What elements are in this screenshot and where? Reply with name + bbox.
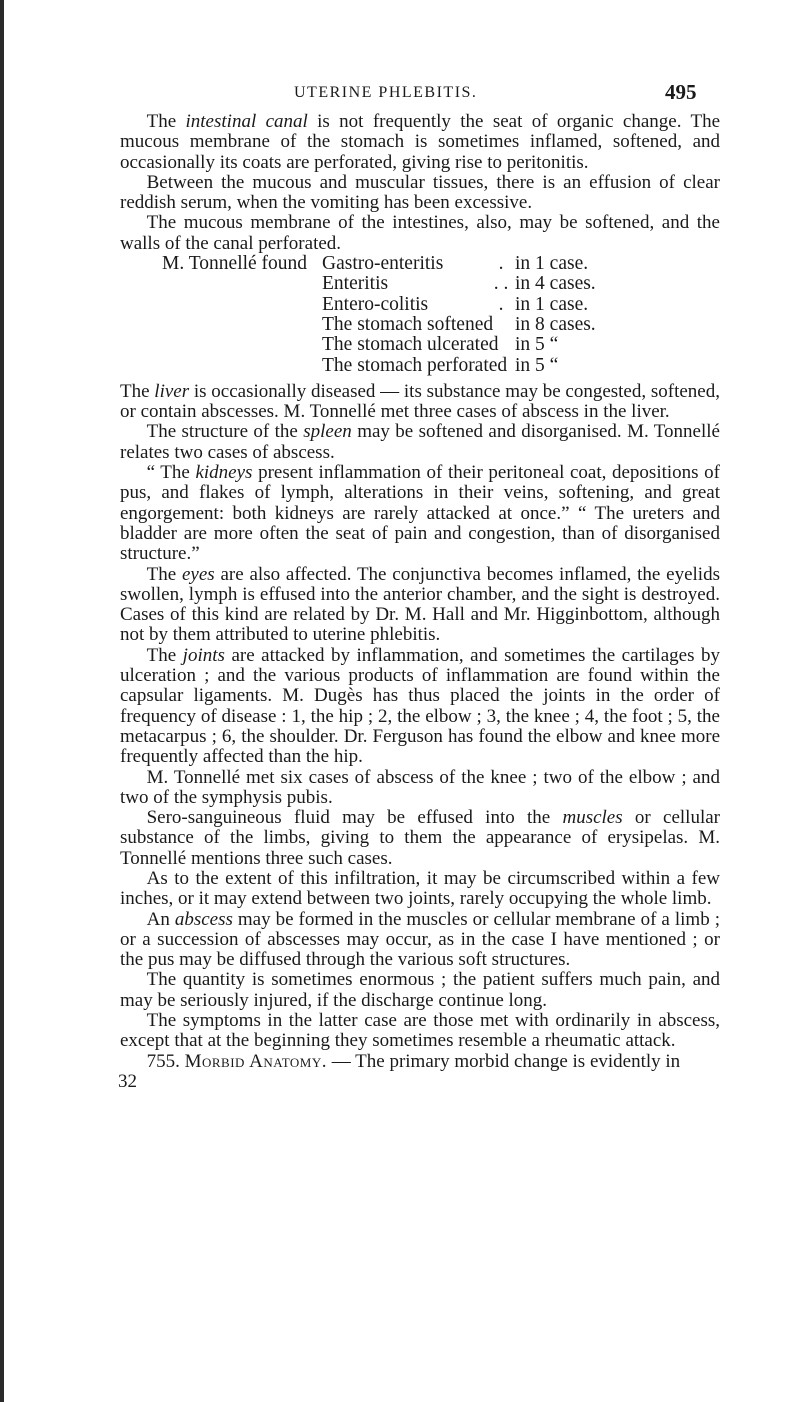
finding-condition: The stomach softened bbox=[322, 313, 494, 335]
paragraph-eyes bbox=[120, 565, 720, 646]
finding-condition: The stomach perforated bbox=[322, 354, 508, 376]
paragraph-intestines: The mucous membrane of the intestines, also, may be softened, and the walls of the canal perforated. bbox=[120, 212, 720, 254]
finding-result: in 8 cases. bbox=[515, 313, 596, 335]
italic-term: intestinal canal bbox=[185, 111, 308, 132]
finding-condition: Gastro-enteritis bbox=[322, 253, 444, 275]
finding-leader-dots: . bbox=[498, 253, 504, 275]
paragraph-quantity: The quantity is sometimes enormous ; the patient suffers much pain, and may be seriously injured, if the discharge continue long. bbox=[120, 969, 720, 1011]
finding-result: in 5 “ bbox=[515, 334, 559, 356]
italic-term: joints bbox=[182, 644, 225, 666]
paragraph-tonnelle-abscess: M. Tonnellé met six cases of abscess of the knee ; two of the elbow ; and two of the symphysis pubis. bbox=[120, 766, 720, 808]
page-number: 495 bbox=[665, 80, 697, 104]
paragraph-text: is occasionally diseased — its substance may be congested, softened, or contain abscesses. M. Tonnellé met three cases of abscess in the liver. bbox=[120, 380, 720, 423]
italic-term: abscess bbox=[174, 908, 233, 930]
running-title: UTERINE PHLEBITIS. bbox=[294, 84, 478, 101]
paragraph-effusion: Between the mucous and muscular tissues, there is an effusion of clear reddish serum, when the vomiting has been excessive. bbox=[120, 171, 720, 214]
finding-result: in 1 case. bbox=[515, 253, 589, 275]
paragraph-text: An bbox=[146, 908, 175, 930]
paragraph-text: “ The bbox=[146, 462, 196, 484]
finding-result: in 5 “ bbox=[515, 354, 559, 376]
page-edge-shadow bbox=[0, 0, 4, 1402]
italic-term: kidneys bbox=[195, 462, 253, 484]
finding-condition: Enteritis bbox=[322, 273, 389, 295]
paragraph-text: or cellular substance of the limbs, giving to them the appearance of erysipelas. M. Tonnellé mentions three such cases. bbox=[120, 807, 720, 869]
paragraph-muscles bbox=[120, 808, 720, 869]
finding-result: in 1 case. bbox=[515, 293, 589, 315]
paragraph-symptoms: The symptoms in the latter case are those met with ordinarily in abscess, except that at the beginning they sometimes resemble a rheumatic attack. bbox=[120, 1010, 720, 1052]
section-number: 755. bbox=[146, 1050, 180, 1072]
section-heading: Morbid Anatomy. bbox=[184, 1050, 327, 1072]
paragraph-text: may be formed in the muscles or cellular membrane of a limb ; or a succession of abscesses may occur, as in the case I have mentioned ; or the pus may be diffused through the various soft structures. bbox=[120, 908, 720, 971]
finding-leader-dots: . bbox=[498, 293, 504, 315]
italic-term: muscles bbox=[562, 807, 623, 829]
finding-result: in 4 cases. bbox=[515, 273, 596, 295]
paragraph-spleen bbox=[120, 422, 720, 463]
paragraph-joints bbox=[120, 646, 720, 768]
paragraph-text: The bbox=[146, 563, 182, 585]
paragraph-text: The bbox=[146, 111, 186, 132]
paragraph-text: The bbox=[120, 380, 155, 402]
findings-row bbox=[162, 335, 655, 355]
findings-lead: M. Tonnellé found bbox=[162, 253, 308, 275]
paragraph-text: The bbox=[146, 644, 183, 666]
paragraph-kidneys bbox=[120, 463, 720, 564]
paragraph-infiltration: As to the extent of this infiltration, it may be circumscribed within a few inches, or it may extend between two joints, rarely occupying the whole limb. bbox=[120, 867, 720, 910]
paragraph-liver bbox=[120, 382, 720, 423]
page-body bbox=[120, 112, 720, 1092]
paragraph-text: The structure of the bbox=[146, 421, 304, 443]
paragraph-text: are also affected. The conjunctiva becomes inflamed, the eyelids swollen, lymph is effused into the anterior chamber, and the sight is destroyed. Cases of this kind are related by Dr. M. Hall and Mr. Higginbottom, although not by them attributed to uterine phlebitis. bbox=[120, 563, 720, 646]
finding-leader-dots: . . bbox=[493, 273, 509, 295]
findings-row bbox=[162, 274, 655, 294]
signature-mark: 32 bbox=[118, 1070, 137, 1092]
finding-condition: Entero-colitis bbox=[322, 293, 429, 315]
italic-term: eyes bbox=[181, 563, 215, 585]
paragraph-text: may be softened and disorganised. M. Tonnellé relates two cases of abscess. bbox=[120, 421, 720, 463]
paragraph-morbid-anatomy bbox=[120, 1052, 720, 1072]
findings-row bbox=[162, 295, 655, 315]
tonnelle-findings-table bbox=[162, 254, 655, 376]
paragraph-text: — The primary morbid change is evidently in bbox=[327, 1050, 681, 1072]
paragraph-intestinal-canal bbox=[120, 112, 720, 173]
paragraph-text: are attacked by inflammation, and sometimes the cartilages by ulceration ; and the various products of inflammation are found within the capsular ligaments. M. Dugès has thus placed the joints in the order of frequency of disease : 1, the hip ; 2, the elbow ; 3, the knee ; 4, the foot ; 5, the metacarpus ; 6, the shoulder. Dr. Ferguson has found the elbow and knee more frequently affected than the hip. bbox=[120, 644, 720, 768]
paragraph-text: present inflammation of their peritoneal coat, depositions of pus, and flakes of lymph, alterations in their veins, softening, and great engorgement: both kidneys are rarely attacked at once.” “ The ureters and bladder are more often the seat of pain and congestion, than of disorganised structure.” bbox=[120, 462, 720, 565]
italic-term: spleen bbox=[303, 421, 352, 443]
paragraph-text: Sero-sanguineous fluid may be effused into the bbox=[146, 807, 563, 829]
findings-row bbox=[162, 356, 655, 376]
finding-condition: The stomach ulcerated bbox=[322, 334, 499, 356]
paragraph-text: is not frequently the seat of organic change. The mucous membrane of the stomach is sometimes inflamed, softened, and occasionally its coats are perforated, giving rise to peritonitis. bbox=[120, 111, 721, 173]
italic-term: liver bbox=[154, 380, 190, 402]
paragraph-abscess bbox=[120, 910, 720, 971]
findings-row bbox=[162, 254, 655, 274]
findings-row bbox=[162, 315, 655, 335]
